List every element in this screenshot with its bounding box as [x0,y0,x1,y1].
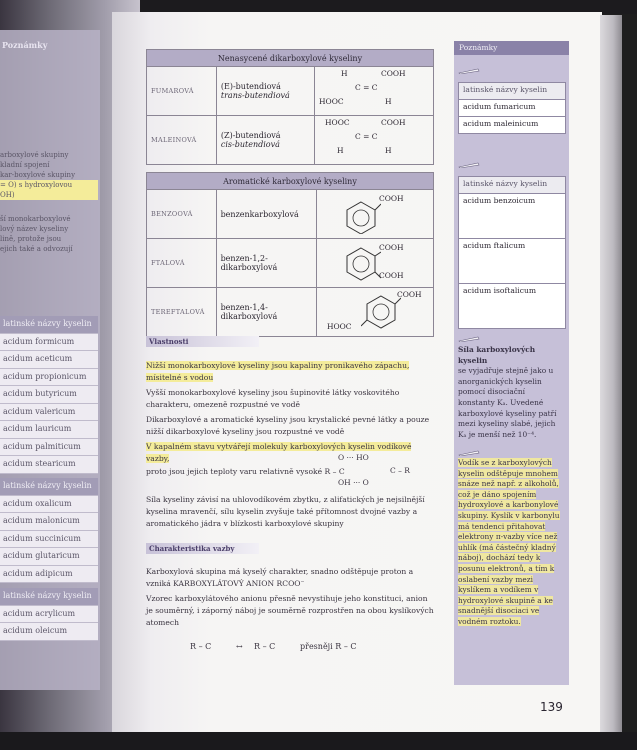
left-latin-list-3: latinské názvy kyselin acidum acrylicum acidum oleicum [0,588,98,641]
list-item: acidum isoftalicum [458,284,566,329]
list-item: acidum adipicum [0,566,98,584]
section-title-bond: Charakteristika vazby [146,543,259,554]
latin-names-box-1: latinské názvy kyselin acidum fumaricum acidum maleinicum [458,82,566,134]
pencil-icon [458,162,480,168]
table-unsaturated-dicarboxylic [146,49,434,165]
list-item: acidum fumaricum [458,100,566,117]
table-row: FUMAROVÁ (E)-butendiová trans-butendiová H COOH C = C HOOC H [147,67,434,116]
list-item: acidum propionicum [0,369,98,387]
formula-fumaric: H COOH C = C HOOC H [319,69,406,106]
list-item: acidum butyricum [0,386,98,404]
paragraph: Karboxylová skupina má kyselý charakter, snadno odštěpuje proton a vzniká KARBOXYLÁTOVÝ ANION RCOO⁻ [146,567,414,589]
formula-benzoic: COOH [321,192,421,236]
left-page-fragments: arboxylové skupiny kladní spojení kar-boxylové skupiny = O) s hydroxylovou OH) ší monokarboxylové lový název kyseliny lině, protože jsou ejich také a odvozují [0,150,98,254]
latin-names-box-2: latinské názvy kyselin acidum benzoicum acidum ftalicum acidum isoftalicum [458,176,566,329]
note-acid-strength: Síla karboxylových kyselin se vyjadřuje stejně jako u anorganických kyselin pomocí disociační konstanty Kₐ. Uvedené karboxylové kyseliny patří mezi kyseliny slabé, jejich Kₐ je menší než 10⁻⁴. [458,345,557,439]
pencil-icon [458,68,480,74]
paragraph: Vyšší monokarboxylové kyseliny jsou šupinovité látky voskovitého charakteru, omezeně rozpustné ve vodě [146,388,400,410]
benzene-ring-icon [341,244,381,284]
list-item: acidum benzoicum [458,194,566,239]
note-hydrogen-dissociation: Vodík se z karboxylových kyselin odštěpuje mnohem snáze než např. z alkoholů, což je dáno spojením hydroxylové a karbonylové skupiny. Kyslík v karbonylu má tendenci přitahovat elektrony π-vazby více než uhlík (má částečný kladný náboj), dochází tedy k posunu elektronů, a tím k oslabení vazby mezi kyslíkem a vodíkem v hydroxylové skupině a ke snadnější disociaci ve vodném roztoku. [458,458,560,626]
page-edge [600,15,622,733]
paragraph: V kapalném stavu vytvářejí molekuly karboxylových kyselin vodíkové vazby, [146,442,412,464]
list-item: acidum ftalicum [458,239,566,284]
paragraph: Nižší monokarboxylové kyseliny jsou kapaliny pronikavého zápachu, mísitelné s vodou [146,361,410,383]
left-latin-list-2: latinské názvy kyselin acidum oxalicum acidum malonicum acidum succinicum acidum glutaricum acidum adipicum [0,478,98,583]
pencil-icon [458,450,480,456]
list-item: acidum maleinicum [458,117,566,134]
list-item: acidum palmiticum [0,439,98,457]
paragraph: Vzorec karboxylátového anionu přesně nevystihuje jeho konstituci, anion je souměrný, i záporný náboj je souměrně rozprostřen na obou kyslíkových atomech [146,594,434,628]
paragraph: Dikarboxylové a aromatické kyseliny jsou krystalické pevné látky a pouze nižší dikarboxylové kyseliny jsou rozpustné ve vodě [146,415,430,437]
dimer-top: O ··· HO [338,453,369,462]
left-latin-list-1: latinské názvy kyselin acidum formicum acidum aceticum acidum propionicum acidum butyricum acidum valericum acidum lauricum acidum palmiticum acidum stearicum [0,316,98,474]
dimer-bottom: OH ··· O [338,478,369,487]
formula-phthalic: COOH COOH [321,241,421,285]
benzene-ring-icon [341,196,381,234]
paragraph: proto jsou jejich teploty varu relativně vysoké R – C [146,467,345,476]
page-number: 139 [540,700,563,714]
list-item: acidum valericum [0,404,98,422]
table-row: BENZOOVÁ benzenkarboxylová COOH [147,190,434,239]
paragraph: Síla kyseliny závisí na uhlovodíkovém zbytku, z alifatických je nejsilnější kyselina mravenčí, sílu kyselin zvyšuje také přítomnost dvojné vazby a aromatického jádra v blízkosti karboxylové skupiny [146,495,425,529]
left-page-title: Poznámky [2,40,48,50]
list-item: acidum stearicum [0,456,98,474]
formula-terephthalic: COOH HOOC [321,290,421,334]
pencil-icon [458,336,480,342]
table-row: TEREFTALOVÁ benzen-1,4-dikarboxylová COOH HOOC [147,288,434,337]
formula-maleic: HOOC COOH C = C H H [325,118,406,155]
bottom-shadow [0,732,637,750]
list-item: acidum aceticum [0,351,98,369]
section-title-properties: Vlastnosti [146,336,259,347]
list-item: acidum acrylicum [0,606,98,624]
dimer-right: C – R [390,466,410,475]
list-item: acidum oleicum [0,623,98,641]
list-item: acidum malonicum [0,513,98,531]
table-title: Aromatické karboxylové kyseliny [147,173,434,190]
table-row: MALEINOVÁ (Z)-butendiová cis-butendiová HOOC COOH C = C H H [147,116,434,165]
list-item: acidum glutaricum [0,548,98,566]
list-item: acidum succinicum [0,531,98,549]
list-item: acidum lauricum [0,421,98,439]
table-aromatic-acids [146,172,434,337]
list-item: acidum oxalicum [0,496,98,514]
table-title: Nenasycené dikarboxylové kyseliny [147,50,434,67]
notes-title: Poznámky [454,41,569,55]
resonance-formula: R – C ↔ R – C přesněji R – C [190,642,357,651]
list-item: acidum formicum [0,334,98,352]
benzene-ring-icon [361,290,401,334]
table-row: FTALOVÁ benzen-1,2-dikarboxylová COOH COOH [147,239,434,288]
